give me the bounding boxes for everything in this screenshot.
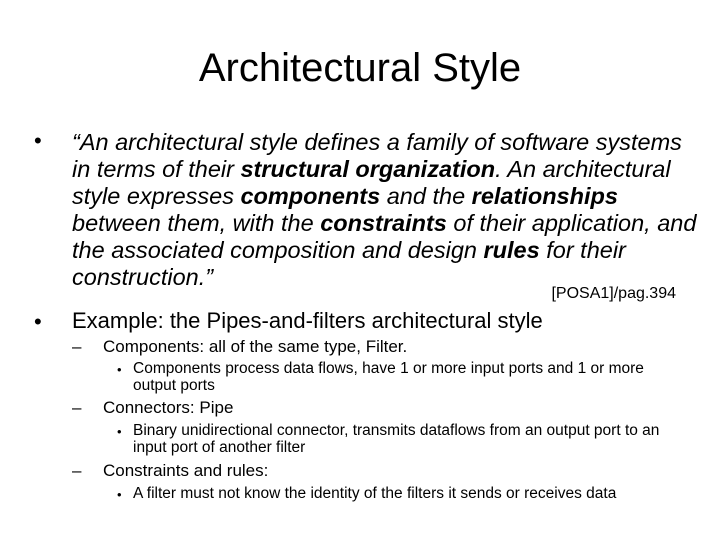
small-bullet-icon: • (117, 424, 122, 439)
quote-bold-segment: constraints (320, 210, 447, 236)
quote-segment: between them, with the (72, 210, 321, 236)
quote-segment: for their construction.” (72, 237, 626, 290)
components-detail: Components process data flows, have 1 or more input ports and 1 or more output ports (133, 360, 644, 394)
quote-bold-segment: relationships (471, 183, 618, 209)
example-text: Example: the Pipes-and-filters architectural style (72, 308, 543, 333)
quote-segment: . An architectural style expresses (72, 156, 671, 209)
constraints-detail: A filter must not know the identity of the filters it sends or receives data (133, 485, 617, 502)
quote-text (72, 129, 702, 291)
components-label: Components: all of the same type, Filter. (103, 337, 408, 356)
quote-segment: “An architectural style defines a family of software systems in terms of their (72, 129, 682, 182)
connectors-detail: Binary unidirectional connector, transmits dataflows from an output port to an input port of another filter (133, 422, 660, 456)
dash-icon: – (72, 337, 82, 356)
quote-bold-segment: components (240, 183, 381, 209)
dash-icon: – (72, 461, 82, 480)
quote-bold-segment: structural organization (240, 156, 496, 182)
citation: [POSA1]/pag.394 (551, 285, 676, 302)
connectors-label: Connectors: Pipe (103, 398, 234, 417)
quote-segment: and the (380, 183, 472, 209)
quote-segment: of their application, and the associated composition and design (72, 210, 697, 263)
quote-bold-segment: rules (483, 237, 540, 263)
constraints-label: Constraints and rules: (103, 461, 269, 480)
dash-icon: – (72, 398, 82, 417)
slide-title: Architectural Style (198, 46, 522, 90)
small-bullet-icon: • (117, 487, 122, 502)
bullet-icon: • (34, 128, 42, 153)
small-bullet-icon: • (117, 362, 122, 377)
bullet-icon: • (34, 309, 42, 334)
